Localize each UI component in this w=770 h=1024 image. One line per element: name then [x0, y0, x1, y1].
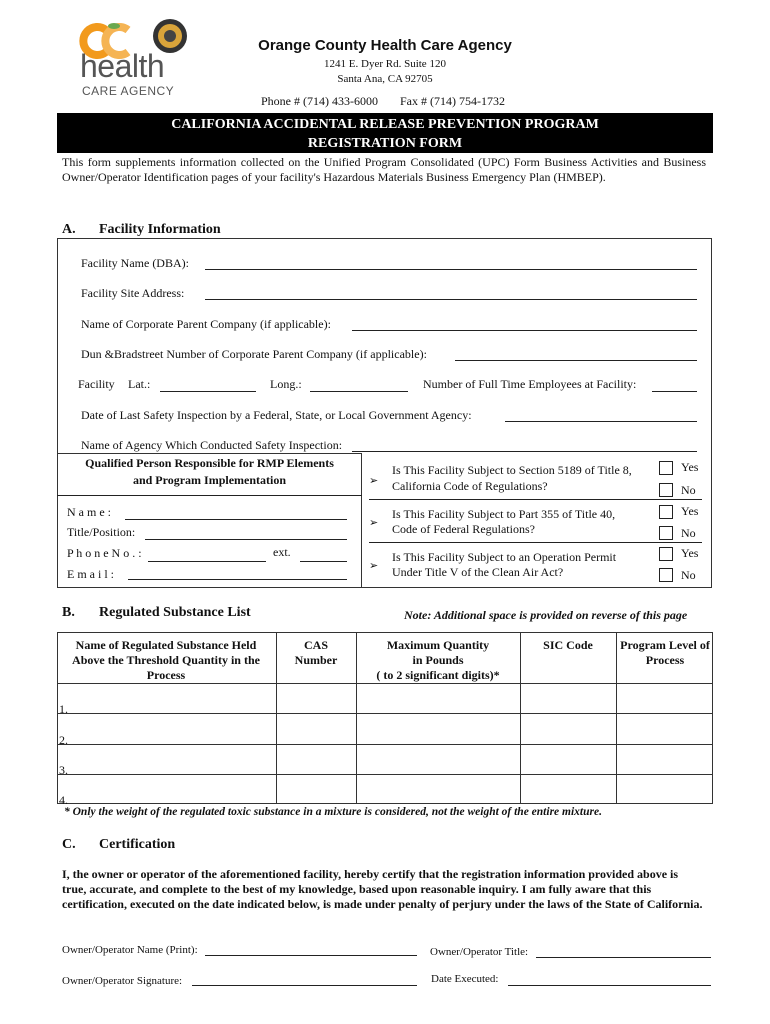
q3-text-2: Under Title V of the Clean Air Act?: [392, 565, 564, 579]
qp-phone-label: P h o n e N o . :: [67, 546, 142, 560]
last-inspection-label: Date of Last Safety Inspection by a Federal, State, or Local Government Agency:: [81, 408, 472, 422]
q2-no-label: No: [681, 526, 696, 540]
employees-label: Number of Full Time Employees at Facility:: [423, 377, 637, 391]
section-a-title: Facility Information: [99, 222, 221, 237]
fax-number: Fax # (714) 754-1732: [400, 94, 505, 108]
site-address-field[interactable]: [205, 299, 697, 300]
date-executed-field[interactable]: [508, 985, 711, 986]
owner-title-field[interactable]: [536, 957, 711, 958]
col-substance-name: Name of Regulated Substance Held Above the Threshold Quantity in the Process: [72, 638, 260, 682]
section-b-letter: B.: [62, 605, 75, 620]
q1-text-2: California Code of Regulations?: [392, 479, 548, 493]
q2-no-checkbox[interactable]: [659, 526, 673, 540]
owner-name-field[interactable]: [205, 955, 417, 956]
lat-field[interactable]: [160, 391, 256, 392]
banner-line-2: REGISTRATION FORM: [307, 136, 463, 151]
q2-text-1: Is This Facility Subject to Part 355 of Title 40,: [392, 507, 616, 521]
col-program-level: Program Level of Process: [620, 638, 710, 667]
address-line-1: 1241 E. Dyer Rd. Suite 120: [324, 58, 446, 70]
q2-yes-label: Yes: [681, 504, 699, 518]
owner-title-label: Owner/Operator Title:: [430, 946, 529, 958]
last-inspection-field[interactable]: [505, 421, 697, 422]
arrow-icon: ➢: [369, 517, 379, 529]
owner-signature-field[interactable]: [192, 985, 417, 986]
row-number: 4.: [59, 793, 68, 807]
long-field[interactable]: [310, 391, 408, 392]
lat-label: Lat.:: [128, 377, 151, 391]
q1-yes-checkbox[interactable]: [659, 461, 673, 475]
inspection-agency-field[interactable]: [352, 451, 697, 452]
qp-ext-field[interactable]: [300, 561, 347, 562]
qp-email-field[interactable]: [128, 579, 347, 580]
phone-number: Phone # (714) 433-6000: [261, 94, 378, 108]
row-number: 3.: [59, 763, 68, 777]
section-a-letter: A.: [62, 222, 76, 237]
col-sic-code: SIC Code: [543, 638, 593, 652]
q3-yes-checkbox[interactable]: [659, 547, 673, 561]
q3-yes-label: Yes: [681, 546, 699, 560]
qp-ext-label: ext.: [273, 545, 291, 559]
q3-no-label: No: [681, 568, 696, 582]
q1-text-1: Is This Facility Subject to Section 5189 of Title 8,: [392, 463, 632, 477]
q1-no-checkbox[interactable]: [659, 483, 673, 497]
parent-company-field[interactable]: [352, 330, 697, 331]
qp-name-field[interactable]: [125, 519, 347, 520]
agency-name: Orange County Health Care Agency: [258, 37, 512, 54]
row-number: 2.: [59, 733, 68, 747]
row-number: 1.: [59, 702, 68, 716]
inspection-agency-label: Name of Agency Which Conducted Safety Inspection:: [81, 438, 343, 452]
qualified-title-1: Qualified Person Responsible for RMP Elements: [85, 456, 334, 470]
col-max-quantity-2: in Pounds: [412, 653, 464, 667]
q1-divider: [369, 499, 702, 500]
q2-yes-checkbox[interactable]: [659, 505, 673, 519]
banner-line-1: CALIFORNIA ACCIDENTAL RELEASE PREVENTION PROGRAM: [171, 117, 599, 132]
facility-name-field[interactable]: [205, 269, 697, 270]
qp-title-label: Title/Position:: [67, 525, 136, 539]
date-executed-label: Date Executed:: [431, 973, 499, 985]
dun-number-label: Dun &Bradstreet Number of Corporate Parent Company (if applicable):: [81, 347, 427, 361]
q1-yes-label: Yes: [681, 460, 699, 474]
q2-divider: [369, 542, 702, 543]
arrow-icon: ➢: [369, 475, 379, 487]
q1-no-label: No: [681, 483, 696, 497]
qp-name-label: N a m e :: [67, 505, 111, 519]
col-max-quantity-1: Maximum Quantity: [386, 638, 490, 652]
qp-phone-field[interactable]: [148, 561, 266, 562]
parent-company-label: Name of Corporate Parent Company (if applicable):: [81, 317, 331, 331]
arrow-icon: ➢: [369, 560, 379, 572]
logo-word-health: health: [80, 48, 165, 84]
owner-name-label: Owner/Operator Name (Print):: [62, 944, 198, 956]
long-label: Long.:: [270, 377, 302, 391]
agency-logo: [78, 14, 193, 100]
qp-title-field[interactable]: [145, 539, 347, 540]
section-b-note: Note: Additional space is provided on reverse of this page: [404, 608, 688, 622]
facility-label: Facility: [78, 377, 115, 391]
certification-text: I, the owner or operator of the aforementioned facility, hereby certify that the registration information provided above is true, accurate, and complete to the best of my knowledge, based upon reasonable inquiry. I am fully aware that this certification, executed on the date indicated below, is made under penalty of perjury under the laws of the State of California.: [62, 867, 703, 911]
employees-field[interactable]: [652, 391, 697, 392]
q3-no-checkbox[interactable]: [659, 568, 673, 582]
address-line-2: Santa Ana, CA 92705: [337, 73, 433, 85]
substance-footnote: * Only the weight of the regulated toxic substance in a mixture is considered, not the weight of the entire mixture.: [64, 806, 602, 818]
facility-name-label: Facility Name (DBA):: [81, 256, 189, 270]
intro-paragraph: This form supplements information collected on the Unified Program Consolidated (UPC) Form Business Activities and Business Owner/Operator Identification pages of your facility's Hazardous Materials Business Emergency Plan (HMBEP).: [62, 155, 706, 184]
qualified-title-2: and Program Implementation: [132, 473, 287, 487]
qualified-divider: [57, 495, 362, 496]
col-max-quantity-3: ( to 2 significant digits)*: [376, 668, 500, 682]
q3-text-1: Is This Facility Subject to an Operation Permit: [392, 550, 617, 564]
title-banner: [57, 113, 713, 153]
q2-text-2: Code of Federal Regulations?: [392, 522, 535, 536]
section-b-title: Regulated Substance List: [99, 605, 251, 620]
owner-signature-label: Owner/Operator Signature:: [62, 975, 183, 987]
qp-email-label: E m a i l :: [67, 567, 114, 581]
dun-number-field[interactable]: [455, 360, 697, 361]
section-c-letter: C.: [62, 837, 76, 852]
col-cas-number: CAS Number: [294, 638, 338, 667]
section-c-title: Certification: [99, 837, 176, 852]
site-address-label: Facility Site Address:: [81, 286, 185, 300]
logo-word-care-agency: CARE AGENCY: [82, 84, 175, 98]
